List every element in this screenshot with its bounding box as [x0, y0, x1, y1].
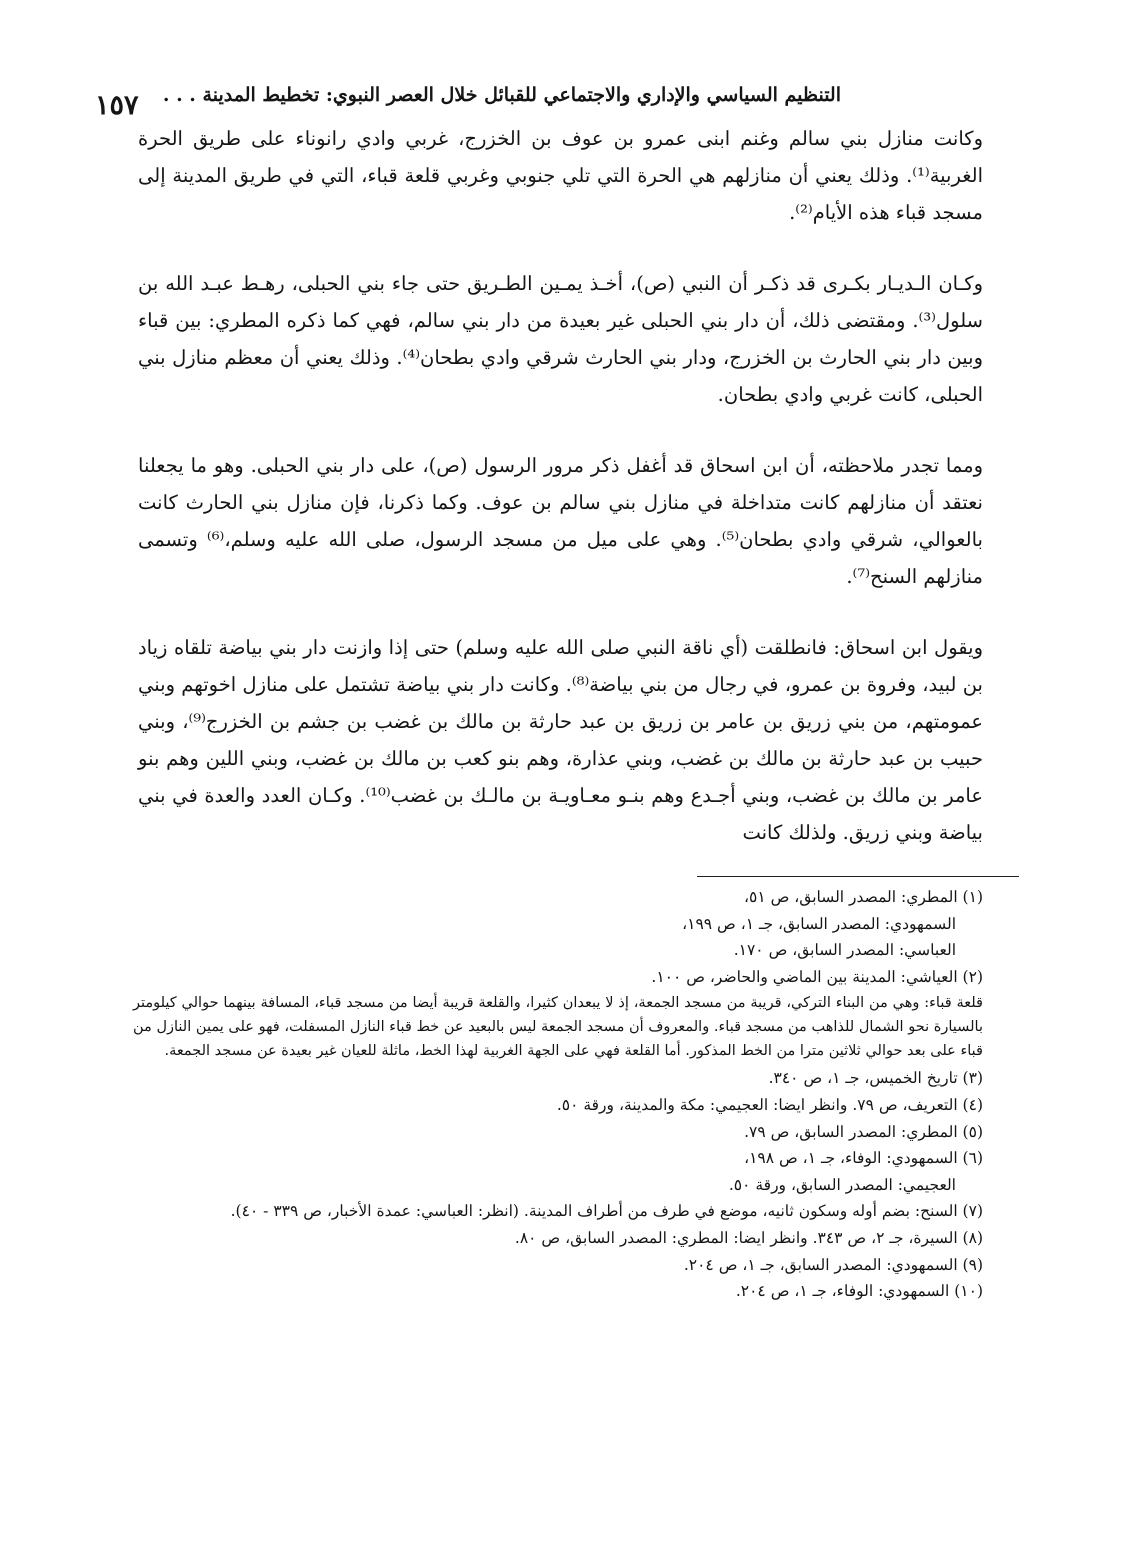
footnote-2: (٢) العياشي: المدينة بين الماضي والحاضر، ص ١٠٠.: [651, 967, 983, 986]
footnote-divider: [697, 876, 1019, 877]
footnote-6: (٦) السمهودي: الوفاء، جـ ١، ص ١٩٨،: [744, 1149, 983, 1168]
paragraph-2: وكـان الـديـار بكـرى قد ذكـر أن النبي (ص)، أخـذ يمـين الطـريق حتى جاء بني الحبلى، رهـط عبـد الله بن سلول⁽³⁾. ومقتضى ذلك، أن دار بني الحبلى غير بعيدة من دار بني سالم، فهي كما ذكره المطري: بين قباء وبين دار بني الحارث بن الخزرج، ودار بني الحارث شرقي وادي بطحان⁽⁴⁾. وذلك يعني أن معظم منازل بني الحبلى، كانت غربي وادي بطحان.: [138, 272, 983, 406]
footnote-1: (١) المطري: المصدر السابق، ص ٥١،: [744, 888, 983, 906]
footnote-2-note: قلعة قباء: وهي من البناء التركي، قريبة من مسجد الجمعة، إذ لا يبعدان كثيرا، والقلعة قريبة أيضا من مسجد قباء، المسافة بينهما حوالي كيلومتر بالسيارة نحو الشمال للذاهب من مسجد قباء. والمعروف أن مسجد الجمعة ليس بالبعيد عن خط قباء النازل المسفلت، فهو على يمين النازل من قباء على بعد حوالي ثلاثين مترا من الخط المذكور. أما القلعة فهي على الجهة الغربية لهذا الخط، ماثلة للعيان غير بعيدة عن مسجد الجمعة.: [133, 995, 983, 1060]
footnotes: [133, 884, 983, 1305]
footnote-4: (٤) التعريف، ص ٧٩. وانظر ايضا: العجيمي: مكة والمدينة، ورقة ٥٠.: [556, 1095, 983, 1114]
page-number: ١٥٧: [95, 90, 139, 121]
footnote-7: (٧) السنح: بضم أوله وسكون ثانيه، موضع في طرف من أطراف المدينة. (انظر: العباسي: عمدة الأخبار، ص ٣٣٩ - ٤٠).: [230, 1202, 983, 1221]
footnote-1-line-3: العباسي: المصدر السابق، ص ١٧٠.: [733, 941, 956, 960]
footnote-6-line-2: العجيمي: المصدر السابق، ورقة ٥٠.: [728, 1175, 956, 1194]
footnote-1-line-2: السمهودي: المصدر السابق، جـ ١، ص ١٩٩،: [682, 914, 956, 933]
footnote-8: (٨) السيرة، جـ ٢، ص ٣٤٣. وانظر ايضا: المطري: المصدر السابق، ص ٨٠.: [514, 1228, 983, 1247]
footnote-9: (٩) السمهودي: المصدر السابق، جـ ١، ص ٢٠٤.: [683, 1255, 983, 1274]
main-text: [138, 120, 983, 851]
paragraph-3: ومما تجدر ملاحظته، أن ابن اسحاق قد أغفل ذكر مرور الرسول (ص)، على دار بني الحبلى. وهو ما يجعلنا نعتقد أن منازلهم كانت متداخلة في منازل بني سالم بن عوف. وكما ذكرنا، فإن منازل بني الحارث كانت بالعوالي، شرقي وادي بطحان⁽⁵⁾. وهي على ميل من مسجد الرسول، صلى الله عليه وسلم،⁽⁶⁾ وتسمى منازلهم السنح⁽⁷⁾.: [138, 454, 983, 588]
footnote-5: (٥) المطري: المصدر السابق، ص ٧٩.: [744, 1122, 983, 1141]
paragraph-1: وكانت منازل بني سالم وغنم ابنى عمرو بن عوف بن الخزرج، غربي وادي رانوناء على طريق الحرة الغربية⁽¹⁾. وذلك يعني أن منازلهم هي الحرة التي تلي جنوبي وغربي قلعة قباء، التي في طريق المدينة إلى مسجد قباء هذه الأيام⁽²⁾.: [138, 127, 983, 224]
running-header: التنظيم السياسي والإداري والاجتماعي للقبائل خلال العصر النبوي: تخطيط المدينة . . .: [162, 84, 841, 106]
footnote-10: (١٠) السمهودي: الوفاء، جـ ١، ص ٢٠٤.: [735, 1282, 983, 1301]
paragraph-4: ويقول ابن اسحاق: فانطلقت (أي ناقة النبي صلى الله عليه وسلم) حتى إذا وازنت دار بني بياضة تلقاه زياد بن لبيد، وفروة بن عمرو، في رجال من بني بياضة⁽⁸⁾. وكانت دار بني بياضة تشتمل على منازل اخوتهم وبني عمومتهم، من بني زريق بن عامر بن زريق بن عبد حارثة بن مالك بن غضب بن جشم بن الخزرج⁽⁹⁾، وبني حبيب بن عبد حارثة بن مالك بن غضب، وبني عذارة، وهم بنو كعب بن مالك بن غضب، وبني اللين وهم بنو عامر بن مالك بن غضب، وبني أجـدع وهم بنـو معـاويـة بن مالـك بن غضب⁽¹⁰⁾. وكـان العدد والعدة في بني بياضة وبني زريق. ولذلك كانت: [138, 636, 984, 844]
footnote-3: (٣) تاريخ الخميس، جـ ١، ص ٣٤٠.: [768, 1069, 983, 1088]
